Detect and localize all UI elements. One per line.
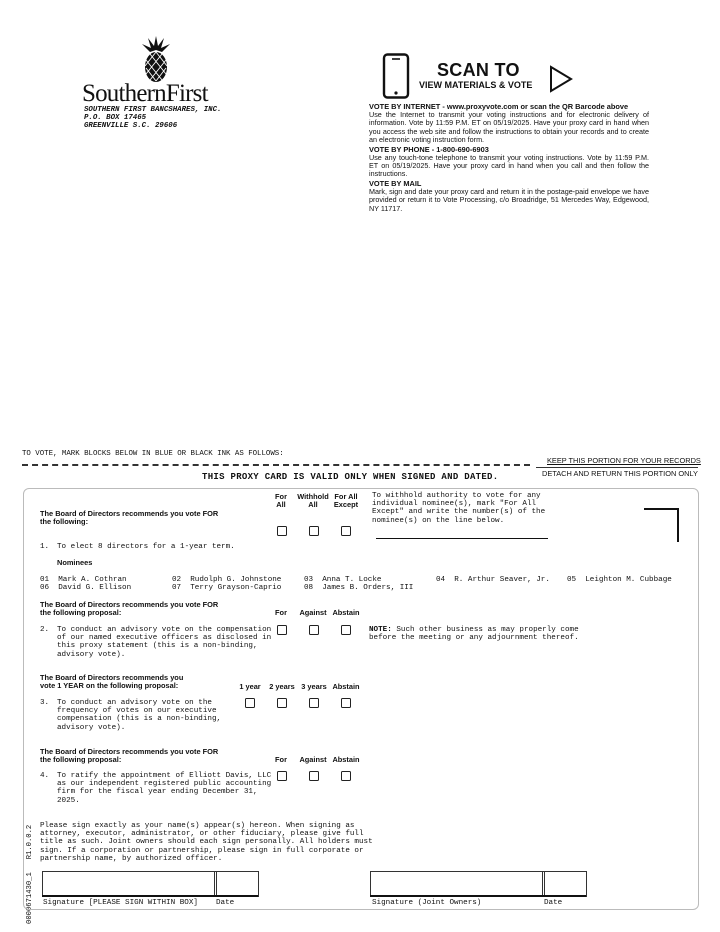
detach-return-label: DETACH AND RETURN THIS PORTION ONLY <box>542 469 698 478</box>
item4-number: 4. <box>40 772 50 780</box>
nominee: 05 Leighton M. Cubbage <box>567 576 672 584</box>
vote-phone-body: Use any touch-tone telephone to transmit your voting instructions. Vote by 11:59 P.M. ET on 05/19/2025. Have your proxy card in hand when you call and then follow the instructions. <box>369 152 649 179</box>
address-line: P.O. BOX 17465 <box>84 113 147 122</box>
item4-against-checkbox[interactable] <box>309 771 319 781</box>
vote-mail-heading: VOTE BY MAIL <box>369 178 422 188</box>
nominee: 02 Rudolph G. Johnstone <box>172 576 282 584</box>
recommendation-2: The Board of Directors recommends you vote FOR the following proposal: <box>40 600 219 618</box>
note <box>369 626 579 642</box>
item3-abstain-checkbox[interactable] <box>341 698 351 708</box>
withhold-all-checkbox[interactable] <box>309 526 319 536</box>
col-against-4: Against <box>299 755 327 764</box>
vote-mail-body: Mark, sign and date your proxy card and return it in the postage-paid envelope we have provided or return it to Vote Processing, c/o Broadridge, 51 Mercedes Way, Edgewood, NY 11717. <box>369 186 649 213</box>
col-withhold-all: Withhold All <box>297 492 329 510</box>
col-against: Against <box>299 608 327 617</box>
nominee: 08 James B. Orders, III <box>304 584 414 592</box>
vote-phone-heading: VOTE BY PHONE - 1-800-690-6903 <box>369 144 489 154</box>
recommendation-4: The Board of Directors recommends you vote FOR the following proposal: <box>40 747 219 765</box>
nominee: 06 David G. Ellison <box>40 584 132 592</box>
keep-portion-label: KEEP THIS PORTION FOR YOUR RECORDS <box>547 456 701 465</box>
date-label: Date <box>216 899 235 907</box>
joint-date-label: Date <box>544 899 563 907</box>
play-arrow-icon <box>548 64 574 94</box>
pineapple-logo-icon <box>136 34 176 84</box>
col-for-all: For All <box>275 492 287 510</box>
nominee-number-line[interactable] <box>376 538 548 539</box>
item4-for-checkbox[interactable] <box>277 771 287 781</box>
document-code: 0000671430_1 R1.0.0.2 <box>26 824 34 924</box>
item2-abstain-checkbox[interactable] <box>341 625 351 635</box>
divider-line <box>536 467 698 468</box>
detach-dashed-line <box>22 464 530 466</box>
address-line: GREENVILLE S.C. 29606 <box>84 121 178 130</box>
date-box[interactable] <box>214 871 259 897</box>
item3-3-years-checkbox[interactable] <box>309 698 319 708</box>
nominee: 03 Anna T. Locke <box>304 576 382 584</box>
item4-text: To ratify the appointment of Elliott Davis, LLC as our independent registered public accounting firm for the fiscal year ending December 31, 2025. <box>57 772 272 805</box>
joint-signature-label: Signature (Joint Owners) <box>372 899 482 907</box>
signature-box[interactable] <box>42 871 217 897</box>
item3-1-year-checkbox[interactable] <box>245 698 255 708</box>
valid-only-label: THIS PROXY CARD IS VALID ONLY WHEN SIGNED AND DATED. <box>202 472 499 482</box>
signature-underline <box>42 895 258 897</box>
item4-abstain-checkbox[interactable] <box>341 771 351 781</box>
col-abstain: Abstain <box>332 608 360 617</box>
note-label: NOTE: <box>369 626 392 634</box>
col-for-4: For <box>275 755 287 764</box>
company-logo-text: SouthernFirst <box>82 80 208 107</box>
vote-internet-heading: VOTE BY INTERNET - www.proxyvote.com or scan the QR Barcode above <box>369 102 629 111</box>
item3-text: To conduct an advisory vote on the frequency of votes on our executive compensation (this is a non-binding, advisory vote). <box>57 699 222 732</box>
vote-internet-body: Use the Internet to transmit your voting instructions and for electronic delivery of information. Vote by 11:59 P.M. ET on 05/19/2025. Have your proxy card in hand when you access the web site and follow the instructions to obtain your records and to create an electronic voting instruction form. <box>369 110 649 145</box>
scan-title: SCAN TO <box>437 60 520 80</box>
item2-for-checkbox[interactable] <box>277 625 287 635</box>
recommendation-3: The Board of Directors recommends you vote 1 YEAR on the following proposal: <box>40 673 184 691</box>
signature-label: Signature [PLEASE SIGN WITHIN BOX] <box>43 899 198 907</box>
col-for: For <box>275 608 287 617</box>
nominee: 01 Mark A. Cothran <box>40 576 127 584</box>
mark-blocks-instruction: TO VOTE, MARK BLOCKS BELOW IN BLUE OR BLACK INK AS FOLLOWS: <box>22 450 284 458</box>
col-2-years: 2 years <box>269 682 295 691</box>
joint-date-box[interactable] <box>542 871 587 897</box>
col-1-year: 1 year <box>239 682 261 691</box>
for-all-except-checkbox[interactable] <box>341 526 351 536</box>
withhold-instructions: To withhold authority to vote for any individual nominee(s), mark "For All Except" and write the number(s) of the nominee(s) on the line below. <box>372 492 546 525</box>
item1-text: To elect 8 directors for a 1-year term. <box>57 543 235 551</box>
address-line: SOUTHERN FIRST BANCSHARES, INC. <box>84 106 222 114</box>
corner-registration-mark <box>644 508 679 542</box>
col-abstain-3: Abstain <box>332 682 360 691</box>
item1-number: 1. <box>40 543 50 551</box>
joint-signature-underline <box>370 895 586 897</box>
nominee: 04 R. Arthur Seaver, Jr. <box>436 576 550 584</box>
col-abstain-4: Abstain <box>332 755 360 764</box>
company-address <box>84 107 222 130</box>
item3-2-years-checkbox[interactable] <box>277 698 287 708</box>
nominee: 07 Terry Grayson-Caprio <box>172 584 282 592</box>
joint-signature-box[interactable] <box>370 871 545 897</box>
item2-number: 2. <box>40 626 50 634</box>
col-3-years: 3 years <box>301 682 327 691</box>
sign-instructions: Please sign exactly as your name(s) appear(s) hereon. When signing as attorney, executor, administrator, or other fiduciary, please give full title as such. Joint owners should each sign personally. All holders must sign. If a corporation or partnership, please sign in full corporate or partnership name, by authorized officer. <box>40 822 373 863</box>
item3-number: 3. <box>40 699 50 707</box>
scan-subtitle: VIEW MATERIALS & VOTE <box>419 80 533 90</box>
item2-text: To conduct an advisory vote on the compensation of our named executive officers as disclosed in this proxy statement (this is a non-binding, advisory vote). <box>57 626 272 659</box>
voting-instructions <box>369 102 649 213</box>
item2-against-checkbox[interactable] <box>309 625 319 635</box>
recommendation-1: The Board of Directors recommends you vote FOR the following: <box>40 509 219 527</box>
nominees-label: Nominees <box>57 558 93 567</box>
smartphone-icon <box>382 53 412 99</box>
for-all-checkbox[interactable] <box>277 526 287 536</box>
col-for-all-except: For All Except <box>333 492 359 510</box>
note-text: Such other business as may properly come before the meeting or any adjournment thereof. <box>369 626 579 643</box>
